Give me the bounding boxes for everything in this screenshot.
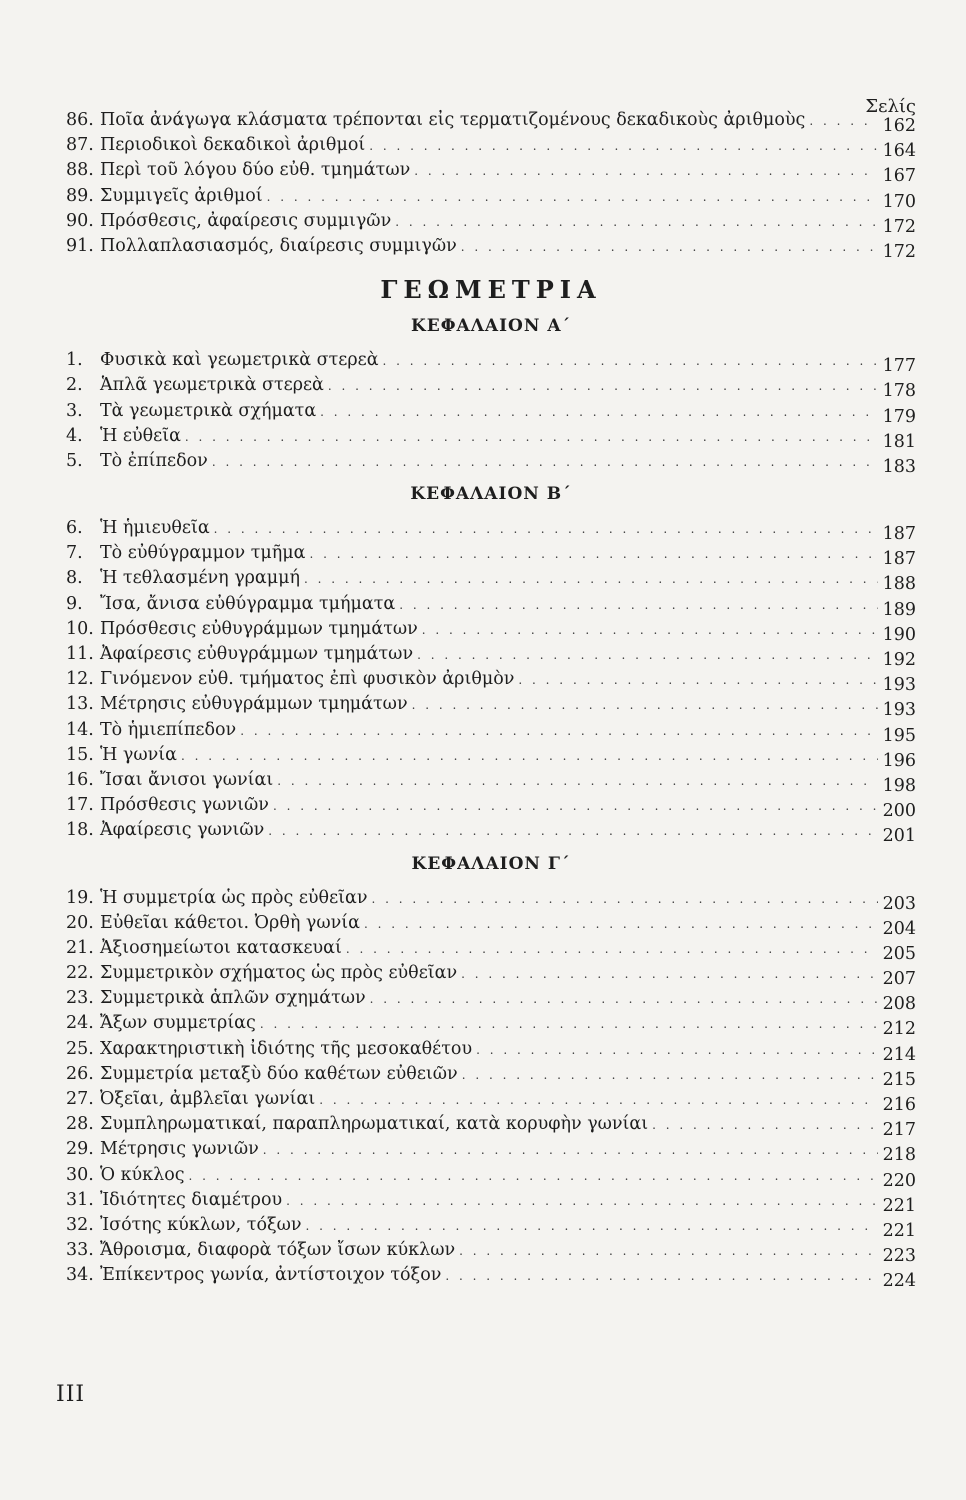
entry-page: 167 — [882, 166, 916, 187]
leader-dots — [346, 937, 878, 962]
entry-number: 1. — [66, 350, 83, 371]
toc-entry — [66, 1087, 916, 1115]
entry-number: 4. — [66, 425, 83, 446]
entry-number: 7. — [66, 543, 83, 564]
chapter-heading: ΚΕΦΑΛΑΙΟΝ Α΄ — [410, 316, 572, 337]
entry-number: 3. — [66, 400, 83, 421]
entry-number: 31. — [66, 1189, 94, 1210]
entry-number: 24. — [66, 1013, 94, 1034]
entry-title: Φυσικὰ καὶ γεωμετρικὰ στερεὰ — [100, 350, 379, 371]
entry-page: 172 — [882, 241, 916, 262]
leader-dots — [273, 794, 878, 819]
toc-entry — [66, 1163, 916, 1191]
leader-dots — [240, 719, 878, 744]
entry-title: Ἀφαίρεσις γωνιῶν — [100, 820, 265, 841]
entry-page: 208 — [882, 994, 916, 1015]
entry-page: 207 — [882, 969, 916, 990]
leader-dots — [369, 134, 878, 159]
entry-title: Ἡ γωνία — [100, 744, 177, 765]
entry-title: Ἰδιότητες διαμέτρου — [100, 1189, 283, 1210]
toc-entry — [66, 961, 916, 990]
toc-entry — [66, 911, 916, 939]
entry-number: 20. — [66, 912, 94, 933]
entry-number: 32. — [66, 1214, 94, 1235]
entry-page: 187 — [882, 524, 916, 545]
entry-number: 11. — [66, 644, 94, 664]
entry-page: 215 — [882, 1069, 916, 1090]
chapter-a-list — [66, 348, 916, 477]
toc-entry — [66, 209, 916, 237]
leader-dots — [286, 1189, 878, 1214]
entry-title: Μέτρησις γωνιῶν — [100, 1139, 259, 1160]
entry-title: Ἡ συμμετρία ὡς πρὸς εὐθεῖαν — [100, 887, 368, 908]
entry-title: Πολλαπλασιασμός, διαίρεσις συμμιγῶν — [100, 235, 457, 256]
entry-title: Πρόσθεσις εὐθυγράμμων τμημάτων — [100, 618, 418, 639]
toc-entry — [66, 449, 916, 477]
leader-dots — [306, 1214, 878, 1239]
entry-number: 23. — [66, 988, 94, 1009]
leader-dots — [414, 159, 878, 184]
leader-dots — [267, 185, 878, 210]
leader-dots — [518, 668, 878, 693]
entry-number: 19. — [66, 887, 94, 908]
toc-entry — [66, 936, 916, 964]
toc-entry — [66, 1213, 916, 1241]
entry-page: 188 — [882, 574, 916, 595]
leader-dots — [319, 1088, 878, 1113]
toc-entry — [66, 108, 916, 136]
leader-dots — [371, 887, 878, 912]
entry-number: 25. — [66, 1038, 94, 1059]
entry-page: 201 — [882, 826, 916, 847]
leader-dots — [214, 517, 878, 542]
entry-number: 8. — [66, 568, 83, 589]
entry-title: Τὸ εὐθύγραμμον τμῆμα — [100, 543, 306, 564]
entry-title: Ἄθροισμα, διαφορὰ τόξων ἴσων κύκλων — [100, 1240, 456, 1261]
leader-dots — [370, 987, 878, 1012]
entry-page: 195 — [882, 725, 916, 746]
leader-dots — [185, 425, 878, 450]
arithmetic-tail-list — [66, 108, 916, 262]
entry-page: 170 — [882, 191, 916, 212]
leader-dots — [212, 450, 878, 475]
entry-number: 90. — [66, 210, 94, 231]
entry-title: Συμπληρωματικαί, παραπληρωματικαί, κατὰ κορυφὴν γωνίαι — [100, 1114, 649, 1135]
entry-page: 187 — [882, 549, 916, 570]
entry-title: Περιοδικοὶ δεκαδικοὶ ἀριθμοί — [100, 135, 366, 156]
toc-entry — [66, 399, 916, 427]
entry-page: 204 — [882, 918, 916, 939]
entry-number: 28. — [66, 1114, 94, 1135]
chapter-c-list — [66, 886, 916, 1292]
entry-page: 198 — [882, 775, 916, 796]
entry-number: 87. — [66, 135, 94, 156]
entry-number: 91. — [66, 235, 94, 256]
entry-number: 34. — [66, 1265, 94, 1286]
entry-page: 196 — [882, 750, 916, 771]
entry-page: 223 — [882, 1246, 916, 1267]
entry-page: 217 — [882, 1120, 916, 1141]
page-column-label: Σελίς — [865, 96, 916, 117]
entry-title: Ἡ τεθλασμένη γραμμή — [100, 568, 300, 589]
entry-title: Χαρακτηριστικὴ ἰδιότης τῆς μεσοκαθέτου — [100, 1038, 473, 1059]
toc-entry — [66, 1263, 916, 1292]
entry-page: 183 — [882, 456, 916, 477]
entry-page: 221 — [882, 1195, 916, 1216]
toc-entry — [66, 1137, 916, 1166]
entry-number: 22. — [66, 963, 94, 984]
entry-number: 26. — [66, 1063, 94, 1084]
toc-entry — [66, 718, 916, 746]
entry-title: Ἁπλᾶ γεωμετρικὰ στερεὰ — [100, 375, 324, 396]
entry-number: 9. — [66, 593, 83, 614]
entry-page: 193 — [882, 675, 916, 696]
toc-entry — [66, 566, 916, 595]
entry-title: Τὸ ἡμιεπίπεδον — [100, 719, 237, 740]
leader-dots — [328, 374, 878, 399]
entry-title: Ἡ εὐθεῖα — [100, 425, 181, 446]
entry-number: 10. — [66, 618, 94, 639]
entry-title: Ἴσαι ἄνισοι γωνίαι — [100, 769, 274, 790]
leader-dots — [809, 109, 878, 134]
leader-dots — [459, 1239, 878, 1264]
toc-entry — [66, 373, 916, 402]
entry-number: 13. — [66, 694, 94, 715]
entry-page: 218 — [882, 1145, 916, 1166]
entry-number: 89. — [66, 185, 94, 206]
toc-entry — [66, 692, 916, 721]
toc-entry — [66, 642, 916, 670]
entry-page: 212 — [882, 1019, 916, 1040]
toc-entry — [66, 184, 916, 212]
toc-entry — [66, 617, 916, 645]
entry-page: 178 — [882, 381, 916, 402]
entry-page: 179 — [882, 406, 916, 427]
toc-entry — [66, 1238, 916, 1267]
leader-dots — [399, 593, 878, 618]
toc-entry — [66, 886, 916, 914]
entry-title: Ἀφαίρεσις εὐθυγράμμων τμημάτων — [100, 644, 414, 664]
toc-entry — [66, 667, 916, 696]
leader-dots — [364, 912, 878, 937]
leader-dots — [476, 1038, 878, 1063]
toc-entry — [66, 986, 916, 1015]
toc-entry — [66, 1188, 916, 1216]
leader-dots — [462, 1063, 878, 1088]
leader-dots — [277, 769, 878, 794]
leader-dots — [417, 643, 878, 668]
entry-page: 220 — [882, 1170, 916, 1191]
entry-title: Ἀξιοσημείωτοι κατασκευαί — [100, 937, 342, 958]
entry-number: 33. — [66, 1240, 94, 1261]
entry-title: Συμμετρικὸν σχήματος ὡς πρὸς εὐθεῖαν — [100, 963, 458, 984]
leader-dots — [309, 542, 878, 567]
entry-title: Τὰ γεωμετρικὰ σχήματα — [100, 400, 317, 421]
toc-entry — [66, 541, 916, 570]
entry-number: 12. — [66, 669, 94, 690]
entry-page: 224 — [882, 1271, 916, 1292]
entry-number: 15. — [66, 744, 94, 765]
leader-dots — [461, 962, 878, 987]
entry-title: Ἴσα, ἄνισα εὐθύγραμμα τμήματα — [100, 593, 396, 614]
entry-title: Εὐθεῖαι κάθετοι. Ὀρθὴ γωνία — [100, 912, 360, 933]
geometry-heading: ΓΕΩΜΕΤΡΙΑ — [380, 275, 602, 305]
toc-entry — [66, 1037, 916, 1065]
roman-page-number: III — [56, 1382, 86, 1407]
entry-page: 164 — [882, 141, 916, 162]
toc-entry — [66, 743, 916, 771]
entry-title: Ὀξεῖαι, ἀμβλεῖαι γωνίαι — [100, 1089, 316, 1109]
chapter-b-list — [66, 516, 916, 847]
entry-page: 216 — [882, 1095, 916, 1115]
entry-number: 30. — [66, 1164, 94, 1185]
entry-title: Συμμετρία μεταξὺ δύο καθέτων εὐθειῶν — [100, 1063, 458, 1084]
entry-number: 17. — [66, 795, 94, 816]
toc-entry — [66, 516, 916, 545]
entry-number: 86. — [66, 110, 94, 130]
entry-number: 14. — [66, 719, 94, 740]
entry-page: 200 — [882, 801, 916, 822]
entry-number: 88. — [66, 160, 94, 181]
leader-dots — [260, 1012, 878, 1037]
leader-dots — [422, 618, 878, 643]
entry-number: 18. — [66, 820, 94, 841]
leader-dots — [412, 693, 878, 718]
entry-page: 181 — [882, 431, 916, 452]
toc-entry — [66, 1011, 916, 1040]
toc-entry — [66, 158, 916, 187]
toc-entry — [66, 818, 916, 847]
chapter-heading: ΚΕΦΑΛΑΙΟΝ Γ΄ — [411, 853, 571, 874]
entry-title: Πρόσθεσις, ἀφαίρεσις συμμιγῶν — [100, 210, 392, 231]
entry-page: 192 — [882, 650, 916, 670]
table-of-contents — [66, 108, 916, 1292]
entry-page: 189 — [882, 599, 916, 620]
entry-number: 6. — [66, 518, 83, 539]
entry-title: Τὸ ἐπίπεδον — [100, 450, 208, 471]
leader-dots — [445, 1264, 878, 1289]
entry-page: 172 — [882, 216, 916, 237]
toc-entry — [66, 768, 916, 796]
toc-entry — [66, 234, 916, 262]
toc-entry — [66, 1062, 916, 1090]
entry-number: 16. — [66, 769, 94, 790]
entry-page: 162 — [882, 116, 916, 136]
entry-number: 21. — [66, 937, 94, 958]
entry-title: Ἐπίκεντρος γωνία, ἀντίστοιχον τόξον — [100, 1265, 442, 1286]
leader-dots — [461, 235, 878, 260]
entry-title: Μέτρησις εὐθυγράμμων τμημάτων — [100, 694, 408, 715]
toc-entry — [66, 1112, 916, 1141]
entry-title: Ὁ κύκλος — [100, 1164, 185, 1185]
toc-entry — [66, 348, 916, 377]
entry-title: Ἄξων συμμετρίας — [100, 1013, 256, 1034]
entry-title: Ἰσότης κύκλων, τόξων — [100, 1214, 302, 1235]
toc-entry — [66, 424, 916, 452]
entry-number: 29. — [66, 1139, 94, 1160]
leader-dots — [181, 744, 878, 769]
leader-dots — [189, 1164, 878, 1189]
entry-title: Πρόσθεσις γωνιῶν — [100, 795, 269, 816]
entry-title: Ἡ ἡμιευθεῖα — [100, 518, 210, 539]
entry-title: Συμμιγεῖς ἀριθμοί — [100, 185, 263, 206]
chapter-heading: ΚΕΦΑΛΑΙΟΝ Β΄ — [410, 484, 572, 505]
leader-dots — [383, 349, 878, 374]
toc-entry — [66, 592, 916, 620]
entry-page: 177 — [882, 356, 916, 377]
entry-page: 205 — [882, 943, 916, 964]
entry-page: 221 — [882, 1220, 916, 1241]
entry-page: 190 — [882, 624, 916, 645]
entry-number: 2. — [66, 375, 83, 396]
entry-number: 27. — [66, 1089, 94, 1109]
leader-dots — [304, 567, 878, 592]
entry-page: 214 — [882, 1044, 916, 1065]
leader-dots — [263, 1138, 878, 1163]
entry-title: Ποῖα ἀνάγωγα κλάσματα τρέπονται εἰς τερματιζομένους δεκαδικοὺς ἀριθμοὺς — [100, 110, 806, 130]
leader-dots — [652, 1113, 878, 1138]
entry-title: Συμμετρικὰ ἁπλῶν σχημάτων — [100, 988, 366, 1009]
entry-page: 203 — [882, 893, 916, 914]
leader-dots — [395, 210, 878, 235]
toc-entry — [66, 793, 916, 822]
toc-entry — [66, 133, 916, 162]
entry-page: 193 — [882, 700, 916, 721]
leader-dots — [320, 400, 878, 425]
entry-number: 5. — [66, 450, 83, 471]
leader-dots — [268, 819, 878, 844]
entry-title: Περὶ τοῦ λόγου δύο εὐθ. τμημάτων — [100, 160, 411, 181]
entry-title: Γινόμενον εὐθ. τμήματος ἐπὶ φυσικὸν ἀριθμὸν — [100, 669, 515, 690]
